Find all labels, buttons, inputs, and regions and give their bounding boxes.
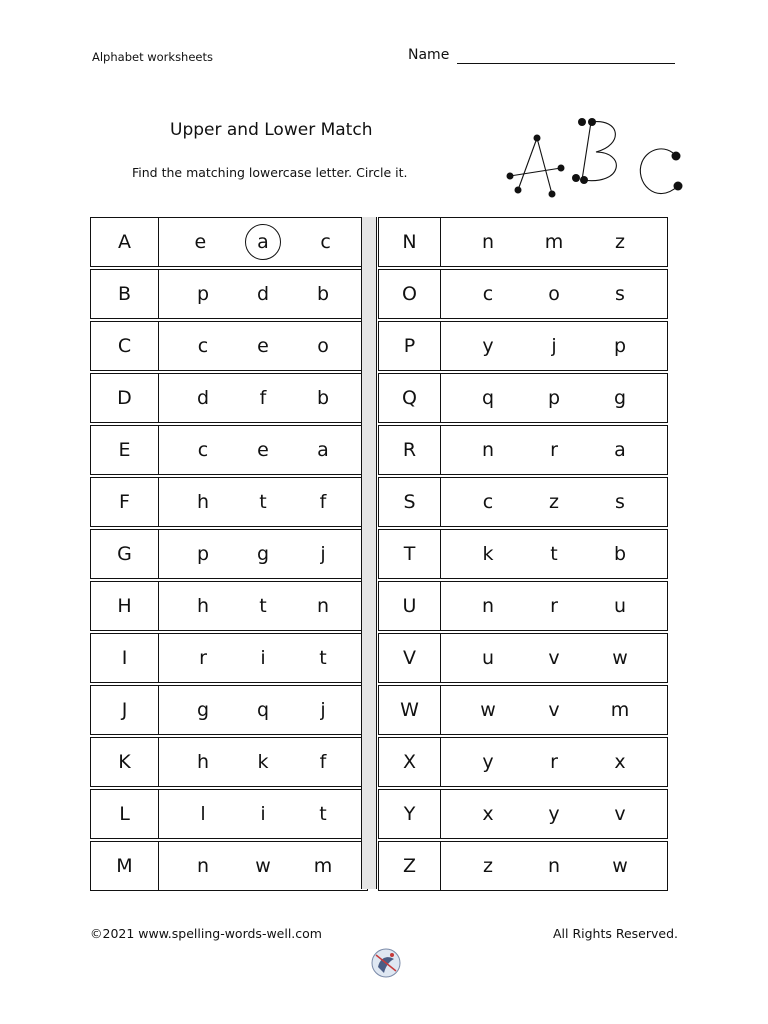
uppercase-letter: R [379, 426, 441, 474]
table-row [378, 685, 668, 735]
lowercase-option[interactable]: u [481, 646, 495, 669]
table-row [378, 581, 668, 631]
lowercase-options [159, 738, 367, 786]
lowercase-option[interactable]: l [200, 802, 206, 825]
lowercase-options [159, 582, 367, 630]
lowercase-option[interactable]: s [615, 282, 625, 305]
lowercase-option[interactable]: p [613, 334, 627, 357]
table-row [90, 477, 368, 527]
lowercase-options [159, 478, 367, 526]
uppercase-letter: G [91, 530, 159, 578]
lowercase-option[interactable]: o [548, 282, 560, 305]
lowercase-options [441, 634, 667, 682]
lowercase-option[interactable]: e [194, 230, 207, 253]
table-row [90, 633, 368, 683]
lowercase-option[interactable]: q [256, 698, 270, 721]
uppercase-letter: Y [379, 790, 441, 838]
lowercase-options [441, 218, 667, 266]
lowercase-options [441, 478, 667, 526]
uppercase-letter: S [379, 478, 441, 526]
lowercase-option[interactable]: y [548, 802, 560, 825]
lowercase-option[interactable]: n [196, 854, 210, 877]
lowercase-option[interactable]: s [615, 490, 625, 513]
lowercase-options [159, 374, 367, 422]
table-row [378, 789, 668, 839]
lowercase-option[interactable]: r [550, 750, 558, 773]
uppercase-letter: M [91, 842, 159, 890]
lowercase-option[interactable]: w [612, 646, 628, 669]
lowercase-option[interactable]: n [547, 854, 561, 877]
lowercase-option[interactable]: i [260, 646, 266, 669]
lowercase-option[interactable]: t [319, 646, 327, 669]
lowercase-option[interactable]: g [613, 386, 627, 409]
table-row [378, 269, 668, 319]
lowercase-option[interactable]: z [549, 490, 559, 513]
lowercase-option[interactable]: b [316, 282, 330, 305]
lowercase-options [441, 842, 667, 890]
table-row [378, 217, 668, 267]
lowercase-option[interactable]: w [255, 854, 271, 877]
uppercase-letter: B [91, 270, 159, 318]
lowercase-option[interactable]: f [319, 750, 327, 773]
uppercase-letter: Q [379, 374, 441, 422]
footer-rights: All Rights Reserved. [552, 926, 678, 941]
lowercase-options [441, 738, 667, 786]
table-row [378, 425, 668, 475]
lowercase-option[interactable]: o [317, 334, 329, 357]
table-row [378, 633, 668, 683]
lowercase-option[interactable]: h [196, 750, 210, 773]
uppercase-letter: N [379, 218, 441, 266]
lowercase-option[interactable]: b [316, 386, 330, 409]
lowercase-option[interactable]: q [481, 386, 495, 409]
lowercase-option[interactable]: i [260, 802, 266, 825]
lowercase-options [441, 322, 667, 370]
table-row [378, 841, 668, 891]
lowercase-option[interactable]: v [548, 698, 560, 721]
lowercase-option[interactable]: z [615, 230, 625, 253]
table-row [378, 373, 668, 423]
uppercase-letter: O [379, 270, 441, 318]
table-row [378, 737, 668, 787]
lowercase-option[interactable]: u [613, 594, 627, 617]
table-row [90, 373, 368, 423]
lowercase-option[interactable]: p [196, 542, 210, 565]
uppercase-letter: E [91, 426, 159, 474]
table-row [90, 217, 368, 267]
lowercase-option[interactable]: r [550, 594, 558, 617]
lowercase-option[interactable]: g [256, 542, 270, 565]
table-row [90, 841, 368, 891]
circled-lowercase-option[interactable]: a [245, 224, 281, 260]
lowercase-option[interactable]: c [482, 490, 494, 513]
lowercase-options [441, 530, 667, 578]
table-row [90, 269, 368, 319]
lowercase-option[interactable]: t [259, 594, 267, 617]
lowercase-option[interactable]: n [481, 594, 495, 617]
lowercase-option[interactable]: c [197, 334, 209, 357]
lowercase-option[interactable]: w [480, 698, 496, 721]
lowercase-option[interactable]: n [481, 230, 495, 253]
uppercase-letter: P [379, 322, 441, 370]
uppercase-letter: J [91, 686, 159, 734]
table-row [90, 581, 368, 631]
lowercase-options [159, 530, 367, 578]
lowercase-option[interactable]: m [610, 698, 630, 721]
uppercase-letter: T [379, 530, 441, 578]
lowercase-option[interactable]: m [313, 854, 333, 877]
lowercase-options [159, 790, 367, 838]
lowercase-options [441, 686, 667, 734]
lowercase-option[interactable]: p [196, 282, 210, 305]
lowercase-option[interactable]: v [548, 646, 560, 669]
lowercase-options [441, 426, 667, 474]
table-row [90, 529, 368, 579]
site-logo-icon [368, 945, 404, 981]
lowercase-option[interactable]: j [320, 698, 326, 721]
lowercase-option[interactable]: z [483, 854, 493, 877]
table-row [378, 477, 668, 527]
lowercase-option[interactable]: f [259, 386, 267, 409]
lowercase-option[interactable]: t [550, 542, 558, 565]
uppercase-letter: I [91, 634, 159, 682]
lowercase-option[interactable]: a [614, 438, 626, 461]
page-title: Upper and Lower Match [170, 120, 373, 140]
lowercase-option[interactable]: v [614, 802, 626, 825]
lowercase-option[interactable]: w [612, 854, 628, 877]
lowercase-options [159, 842, 367, 890]
lowercase-option[interactable]: x [614, 750, 626, 773]
uppercase-letter: C [91, 322, 159, 370]
name-field-line [457, 63, 675, 64]
lowercase-option[interactable]: k [482, 542, 494, 565]
lowercase-options [441, 270, 667, 318]
table-row [90, 789, 368, 839]
lowercase-option[interactable]: d [256, 282, 270, 305]
lowercase-option[interactable]: e [257, 438, 269, 461]
matching-table-right [378, 217, 668, 891]
lowercase-option[interactable]: j [551, 334, 557, 357]
name-label: Name [408, 47, 450, 63]
table-row [378, 321, 668, 371]
lowercase-option[interactable]: c [320, 230, 331, 253]
lowercase-option[interactable]: n [316, 594, 330, 617]
uppercase-letter: V [379, 634, 441, 682]
lowercase-option[interactable]: a [317, 438, 329, 461]
column-divider [361, 217, 377, 889]
uppercase-letter: F [91, 478, 159, 526]
uppercase-letter: U [379, 582, 441, 630]
table-row [90, 425, 368, 475]
table-row [90, 685, 368, 735]
lowercase-option[interactable]: g [196, 698, 210, 721]
uppercase-letter: D [91, 374, 159, 422]
lowercase-option[interactable]: e [257, 334, 269, 357]
lowercase-options [159, 218, 367, 266]
lowercase-option[interactable]: n [481, 438, 495, 461]
lowercase-option[interactable]: c [197, 438, 209, 461]
uppercase-letter: X [379, 738, 441, 786]
uppercase-letter: A [91, 218, 159, 266]
lowercase-option[interactable]: r [550, 438, 558, 461]
lowercase-options [159, 270, 367, 318]
lowercase-option[interactable]: t [259, 490, 267, 513]
lowercase-option[interactable]: y [482, 750, 494, 773]
uppercase-letter: Z [379, 842, 441, 890]
lowercase-options [441, 374, 667, 422]
lowercase-option[interactable]: t [319, 802, 327, 825]
footer-copyright: ©2021 www.spelling-words-well.com [90, 926, 322, 941]
instructions: Find the matching lowercase letter. Circle it. [132, 165, 408, 180]
lowercase-option[interactable]: r [199, 646, 207, 669]
uppercase-letter: L [91, 790, 159, 838]
lowercase-option[interactable]: y [482, 334, 494, 357]
lowercase-option[interactable]: f [319, 490, 327, 513]
lowercase-options [159, 426, 367, 474]
table-row [378, 529, 668, 579]
lowercase-option[interactable]: j [320, 542, 326, 565]
lowercase-option[interactable]: c [482, 282, 494, 305]
table-row [90, 737, 368, 787]
lowercase-option[interactable]: k [257, 750, 269, 773]
lowercase-options [159, 322, 367, 370]
matching-table-left [90, 217, 368, 891]
uppercase-letter: W [379, 686, 441, 734]
lowercase-option[interactable]: b [613, 542, 627, 565]
lowercase-options [159, 634, 367, 682]
lowercase-option[interactable]: h [196, 490, 210, 513]
lowercase-options [159, 686, 367, 734]
uppercase-letter: H [91, 582, 159, 630]
lowercase-options [441, 582, 667, 630]
uppercase-letter: K [91, 738, 159, 786]
abc-dot-to-dot-icon [496, 110, 688, 212]
lowercase-option[interactable]: h [196, 594, 210, 617]
table-row [90, 321, 368, 371]
lowercase-options [441, 790, 667, 838]
lowercase-option[interactable]: x [482, 802, 494, 825]
lowercase-option[interactable]: m [544, 230, 564, 253]
lowercase-option[interactable]: d [196, 386, 210, 409]
lowercase-option[interactable]: p [547, 386, 561, 409]
worksheet-category: Alphabet worksheets [92, 50, 213, 64]
